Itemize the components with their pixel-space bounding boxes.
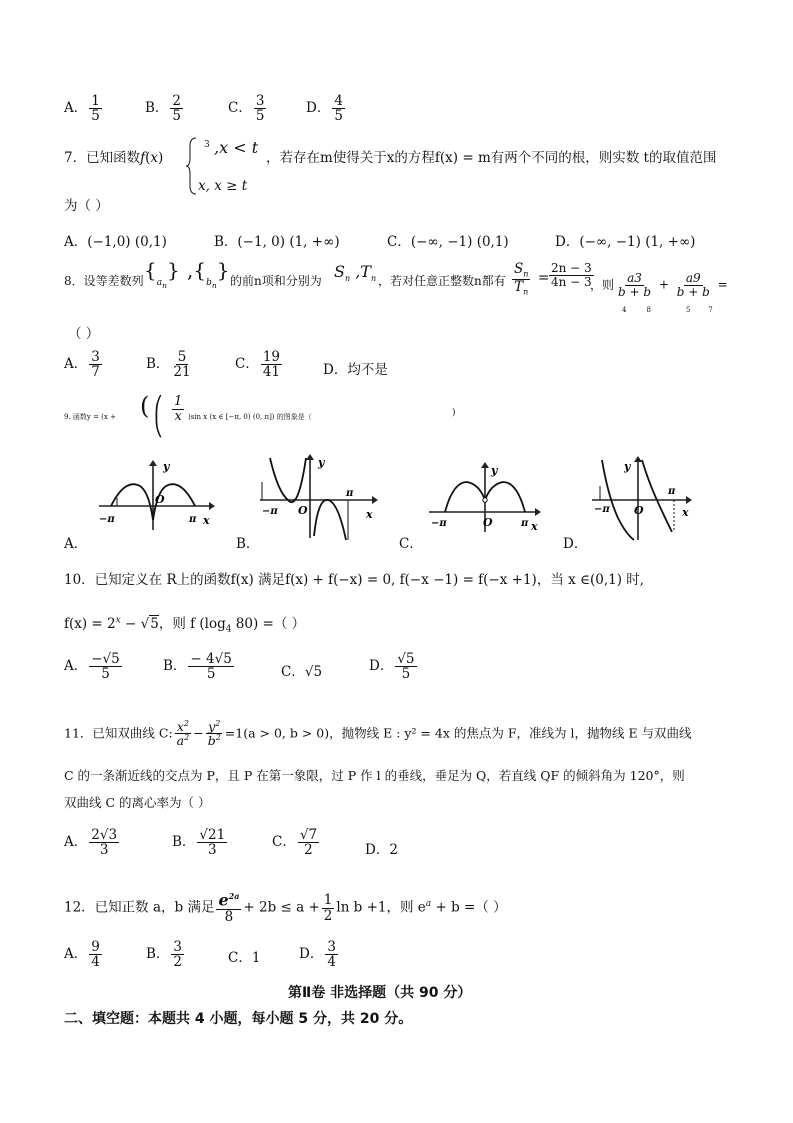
q9-graph-a-neg-pi: −π	[99, 514, 115, 525]
q7-text2: 为（ ）	[64, 198, 109, 214]
q9-close: )	[452, 408, 456, 418]
q9-text: 9. 函数y = (x +	[64, 413, 116, 421]
q10-line2: $f(x) = 2^x - √5$，则 f ($\log_4$ 80) =（ ）	[64, 615, 306, 635]
q8-option-c[interactable]: C． $\frac{19}{41}$	[235, 349, 281, 381]
q8-subscripts-2: 5 7	[686, 306, 713, 314]
q8-text2: 的前n项和分别为	[230, 274, 322, 288]
q11-line1: 11．已知双曲线 C: $\frac{x^2}{a^2}$ − $\frac{y^2}{b^2}$ =1(a > 0, b > 0)，抛物线 E : y² = 4x 的焦点为 F，准线为 l，抛物线 E 与双曲线	[64, 719, 692, 749]
q8-subscripts-1: 4 8	[622, 306, 651, 314]
q7-option-c[interactable]: C．(−∞, −1) (0,1)	[387, 234, 509, 250]
q8-option-d[interactable]: D．均不是	[323, 362, 388, 378]
q9-graph-a-pi: π	[189, 514, 197, 525]
q6-option-d[interactable]: D． $\frac{4}{5}$	[306, 93, 343, 125]
q12-line: 12．已知正数 a，b 满足 $\frac{e^{2a}}{8}$ + 2b ≤ a + $\frac{1}{2}$ ln b +1，则 $e^a + b$ =（ ）	[64, 890, 507, 926]
q9-frac: $\frac{1}{x}$	[174, 394, 183, 424]
q7-text: ，若存在m使得关于x的方程f(x) = m有两个不同的根，则实数 t的取值范围	[266, 150, 717, 166]
q9-graph-a-o-label: O	[155, 493, 165, 506]
q7-option-a[interactable]: A．(−1,0) (0,1)	[64, 234, 167, 250]
q9-option-b[interactable]: B．	[236, 536, 260, 552]
q9-option-a[interactable]: A．	[64, 536, 88, 552]
q9-graph-a-x-label: x	[203, 514, 210, 527]
q8-text1: 8．设等差数列	[64, 274, 144, 288]
q6-option-b[interactable]: B． $\frac{2}{5}$	[145, 93, 182, 125]
q7-piece1: ,x < t	[214, 138, 259, 157]
q9-graph-c-pi: π	[521, 518, 529, 529]
q11-line2: C 的一条渐近线的交点为 P，且 P 在第一象限，过 P 作 l 的垂线，垂足为 Q，若直线 QF 的倾斜角为 120°，则	[64, 768, 685, 783]
q9-graph-b[interactable]	[258, 452, 380, 542]
q12-option-b[interactable]: B． $\frac{3}{2}$	[146, 939, 183, 971]
q8-paren: （ ）	[68, 326, 100, 342]
q11-option-c[interactable]: C． $\frac{√7}{2}$	[272, 827, 318, 859]
q9-bracket-left: (	[140, 392, 150, 420]
q9-graph-d-y-label: y	[624, 460, 631, 473]
q9-graph-d-o-label: O	[634, 504, 644, 517]
q9-graph-c-y-label: y	[491, 464, 498, 477]
q10-option-a[interactable]: A． $\frac{-√5}{5}$	[64, 651, 120, 683]
q10-option-b[interactable]: B． $\frac{- 4√5}{5}$	[163, 651, 232, 683]
section-title: 第Ⅱ卷 非选择题（共 90 分）	[288, 985, 472, 1001]
q12-option-c[interactable]: C．1	[228, 950, 261, 966]
q10-line1: 10．已知定义在 R上的函数f(x) 满足f(x) + f(−x) = 0, f(−x −1) = f(−x +1)，当 x ∈(0,1) 时,	[64, 572, 645, 588]
q8-frac-sn-tn: $\frac{S_n}{T_n}$	[514, 261, 529, 297]
q11-option-a[interactable]: A． $\frac{2√3}{3}$	[64, 827, 118, 859]
q9-graph-d[interactable]	[590, 456, 694, 544]
q7-option-d[interactable]: D．(−∞, −1) (1, +∞)	[555, 234, 696, 250]
q9-graph-b-neg-pi: −π	[262, 506, 278, 517]
section-heading: 二、填空题：本题共 4 小题，每小题 5 分，共 20 分。	[64, 1011, 413, 1027]
q8-seq-b: $,\{_{b_n}\}$	[187, 258, 230, 290]
q7-piece1-fragment: 3	[204, 140, 210, 150]
q9-graph-c-x-label: x	[531, 520, 538, 533]
q9-graph-b-o-label: O	[298, 504, 308, 517]
q8-text3: ，若对任意正整数n都有	[378, 274, 506, 288]
q9-graph-c[interactable]	[425, 462, 545, 534]
q8-seq-a: $\{_{a_n}\}$	[144, 258, 180, 290]
q8-sums: $S_n$ $,T_n$	[334, 262, 377, 284]
q9-graph-d-pi: π	[668, 486, 676, 497]
q9-graph-d-neg-pi: −π	[594, 504, 610, 515]
q8-option-b[interactable]: B． $\frac{5}{21}$	[146, 349, 191, 381]
q9-bracket-deco: ⎛ ⎝	[154, 396, 163, 438]
q11-option-b[interactable]: B． $\frac{√21}{3}$	[172, 827, 226, 859]
q9-graph-c-neg-pi: −π	[431, 518, 447, 529]
q9-graph-b-pi: π	[346, 488, 354, 499]
q11-line3: 双曲线 C 的离心率为（ ）	[64, 795, 211, 810]
q12-option-a[interactable]: A． $\frac{9}{4}$	[64, 939, 100, 971]
q7-option-b[interactable]: B．(−1, 0) (1, +∞)	[214, 234, 340, 250]
q9-graph-c-o-label: O	[483, 516, 493, 529]
q7-prefix: 7．已知函数f(x)	[64, 150, 164, 166]
q8-equals: =	[538, 270, 550, 286]
q8-expression: $\frac{a3}{b + b}$ + $\frac{a9}{b + b}$ =	[618, 271, 728, 299]
q12-option-d[interactable]: D． $\frac{3}{4}$	[299, 939, 336, 971]
q9-text-after: )sin x (x ∈ [−π, 0) (0, π]) 的图象是（	[188, 413, 312, 421]
q7-piece2: x, x ≥ t	[198, 178, 248, 194]
q9-graph-b-y-label: y	[318, 456, 325, 469]
q6-option-a[interactable]: A． $\frac{1}{5}$	[64, 93, 100, 125]
q8-text4: ，则	[590, 278, 615, 292]
q6-option-c[interactable]: C． $\frac{3}{5}$	[228, 93, 265, 125]
q9-option-c[interactable]: C．	[399, 536, 423, 552]
q8-option-a[interactable]: A． $\frac{3}{7}$	[64, 349, 100, 381]
q9-graph-d-x-label: x	[682, 506, 689, 519]
q11-option-d[interactable]: D．2	[365, 842, 398, 858]
q10-option-d[interactable]: D． $\frac{√5}{5}$	[369, 651, 415, 683]
q9-graph-a-y-label: y	[163, 460, 170, 473]
q9-graph-b-x-label: x	[366, 508, 373, 521]
q10-option-c[interactable]: C．√5	[281, 664, 323, 680]
q8-frac-formula: $\frac{2n - 3}{4n - 3}$	[551, 261, 592, 289]
q9-graph-a[interactable]	[95, 458, 215, 533]
q9-option-d[interactable]: D．	[563, 536, 588, 552]
